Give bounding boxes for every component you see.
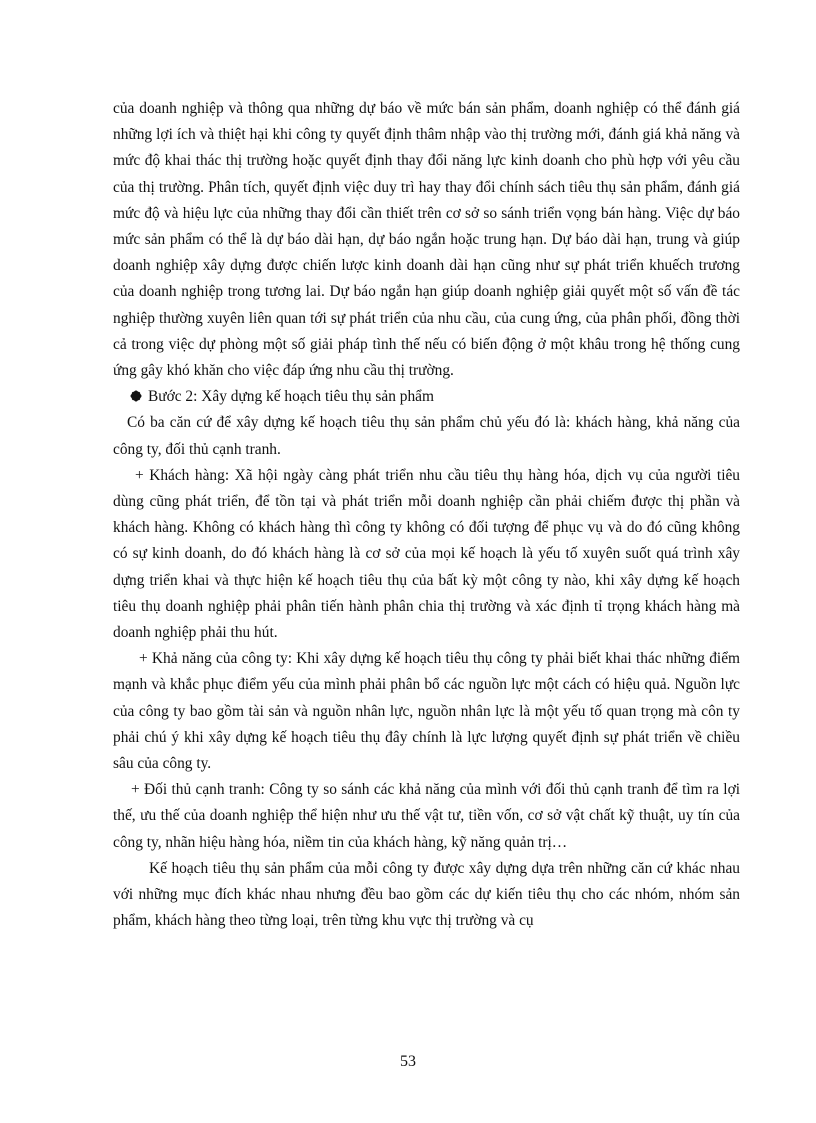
step-heading [130, 384, 740, 410]
paragraph-intro: của doanh nghiệp và thông qua những dự báo về mức bán sản phẩm, doanh nghiệp có thể đánh giá những lợi ích và thiệt hại khi công ty quyết định thâm nhập vào thị trường mới, đánh giá khả năng và mức độ khai thác thị trường hoặc quyết định thay đổi năng lực kinh doanh cho phù hợp với yêu cầu của thị trường. Phân tích, quyết định việc duy trì hay thay đổi chính sách tiêu thụ sản phẩm, đánh giá mức độ và hiệu lực của những thay đổi cần thiết trên cơ sở so sánh triển vọng bán hàng. Việc dự báo mức sản phẩm có thể là dự báo dài hạn, dự báo ngắn hoặc trung hạn. Dự báo dài hạn, trung và giúp doanh nghiệp xây dựng được chiến lược kinh doanh dài hạn cũng như sự phát triển khuếch trương của doanh nghiệp trong tương lai. Dự báo ngắn hạn giúp doanh nghiệp giải quyết một số vấn đề tác nghiệp thường xuyên liên quan tới sự phát triển của nhu cầu, của cung ứng, của phân phối, đồng thời cả trong việc dự phòng một số giải pháp tình thế nếu có biến động ở một khâu trong hệ thống cung ứng gây khó khăn cho việc đáp ứng nhu cầu thị trường. [113, 100, 740, 380]
document-page [113, 96, 740, 935]
paragraph-customers: + Khách hàng: Xã hội ngày càng phát triển nhu cầu tiêu thụ hàng hóa, dịch vụ của người tiêu dùng cũng phát triển, để tồn tại và phát triển mỗi doanh nghiệp cần phải chiếm được thị phần và khách hàng. Không có khách hàng thì công ty không có đối tượng để phục vụ và do đó cũng không có sự kinh doanh, do đó khách hàng là cơ sở của mọi kế hoạch là yếu tố xuyên suốt quá trình xây dựng triển khai và thực hiện kế hoạch tiêu thụ của bất kỳ một công ty nào, khi xây dựng kế hoạch tiêu thụ doanh nghiệp phải phân tiến hành phân chia thị trường và xác định tỉ trọng khách hàng mà doanh nghiệp phải thu hút. [113, 466, 740, 642]
step-heading-text: Bước 2: Xây dựng kế hoạch tiêu thụ sản phẩm [148, 388, 434, 406]
page-number: 53 [400, 1053, 416, 1070]
paragraph-capability: + Khả năng của công ty: Khi xây dựng kế hoạch tiêu thụ công ty phải biết khai thác những điểm mạnh và khắc phục điểm yếu của mình phải phân bổ các nguồn lực một cách có hiệu quả. Nguồn lực của công ty bao gồm tài sản và nguồn nhân lực, nguồn nhân lực là một yếu tố quan trọng mà côn ty phải chú ý khi xây dựng kế hoạch tiêu thụ đây chính là lực lượng quyết định sự phát triển về chiều sâu của công ty. [113, 650, 740, 773]
paragraph-competitors: + Đối thủ cạnh tranh: Công ty so sánh các khả năng của mình với đối thủ cạnh tranh để tìm ra lợi thế, ưu thế của doanh nghiệp thể hiện như ưu thế vật tư, tiền vốn, cơ sở vật chất kỹ thuật, uy tín của công ty, nhãn hiệu hàng hóa, niềm tin của khách hàng, kỹ năng quản trị… [113, 781, 740, 851]
paragraph-plan: Kế hoạch tiêu thụ sản phẩm của mỗi công ty được xây dựng dựa trên những căn cứ khác nhau với những mục đích khác nhau nhưng đều bao gồm các dự kiến tiêu thụ cho các nhóm, nhóm sản phẩm, khách hàng theo từng loại, trên từng khu vực thị trường và cụ [113, 859, 740, 930]
paragraph-basis: Có ba căn cứ để xây dựng kế hoạch tiêu thụ sản phẩm chủ yếu đó là: khách hàng, khả năng của công ty, đối thủ cạnh tranh. [113, 414, 740, 458]
flower-bullet-icon [130, 390, 142, 402]
